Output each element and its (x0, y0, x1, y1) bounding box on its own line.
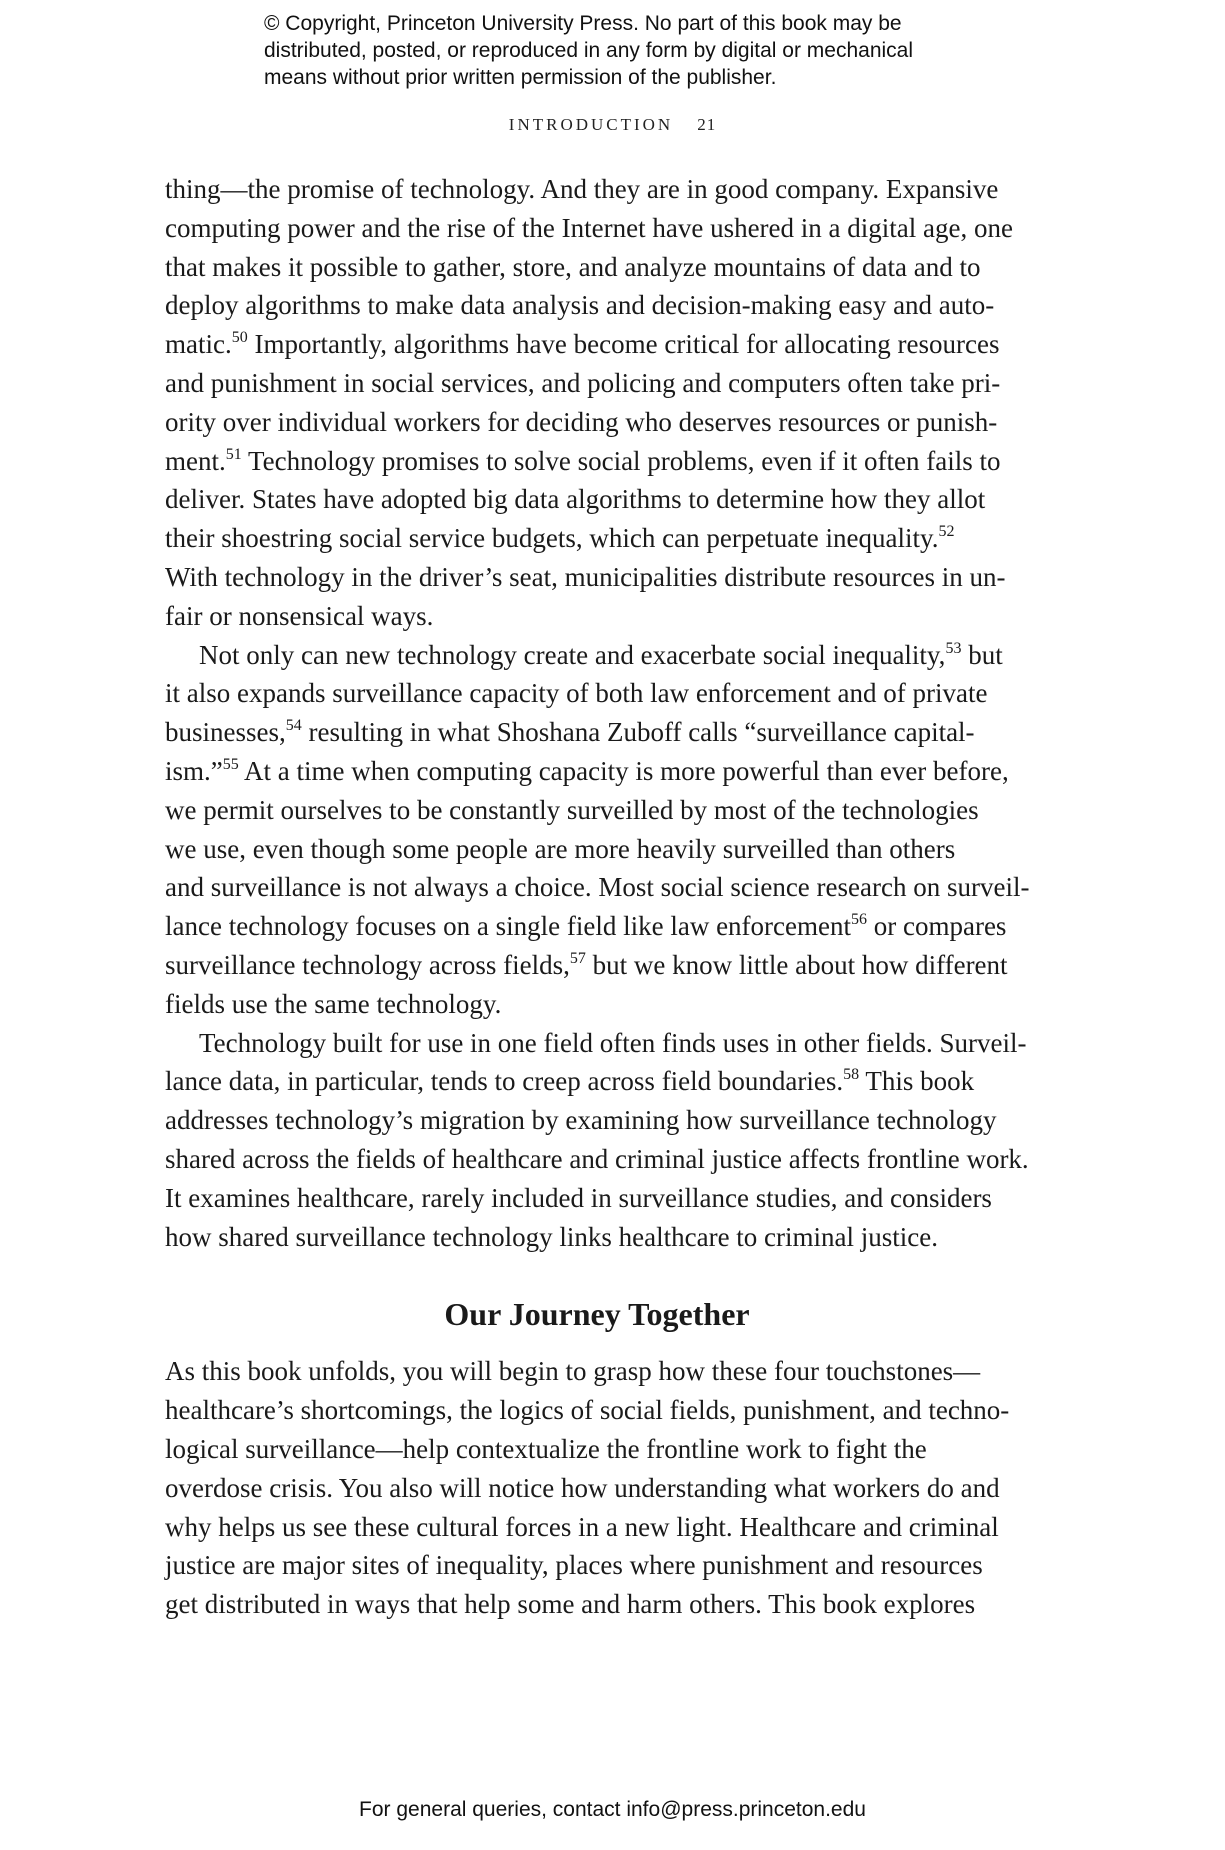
text-line: and punishment in social services, and policing and computers often take pri- (165, 367, 1001, 398)
text-line: we use, even though some people are more heavily surveilled than others (165, 833, 956, 864)
text-line: justice are major sites of inequality, places where punishment and resources (165, 1550, 983, 1581)
copyright-line: means without prior written permission of the publisher. (264, 66, 777, 89)
footnote-ref-50[interactable]: 50 (231, 329, 248, 347)
text-line (165, 713, 1029, 752)
text-segment: ism.” (165, 755, 223, 786)
text-line (165, 442, 1029, 481)
copyright-line: © Copyright, Princeton University Press. No part of this book may be (264, 12, 902, 35)
paragraph-2 (165, 636, 1029, 1024)
text-line (165, 907, 1029, 946)
text-line: fields use the same technology. (165, 988, 502, 1019)
text-segment: Technology promises to solve social problems, even if it often fails to (241, 445, 1001, 476)
text-segment: but (961, 639, 1003, 670)
text-line (165, 1062, 1029, 1101)
running-head-title: INTRODUCTION (508, 115, 674, 134)
text-line: we permit ourselves to be constantly surveilled by most of the technologies (165, 794, 979, 825)
text-segment: At a time when computing capacity is more powerful than ever before, (238, 755, 1009, 786)
text-segment: their shoestring social service budgets, which can perpetuate inequality. (165, 523, 939, 554)
paragraph-1 (165, 170, 1029, 636)
text-segment: ment. (165, 445, 226, 476)
text-line: fair or nonsensical ways. (165, 600, 434, 631)
text-line: and surveillance is not always a choice. Most social science research on surveil- (165, 872, 1030, 903)
text-line: overdose crisis. You also will notice how understanding what workers do and (165, 1472, 1000, 1503)
footnote-ref-51[interactable]: 51 (225, 445, 242, 463)
text-line: why helps us see these cultural forces in a new light. Healthcare and criminal (165, 1511, 999, 1542)
page-number: 21 (697, 115, 717, 134)
copyright-line: distributed, posted, or reproduced in any form by digital or mechanical (264, 39, 914, 62)
footnote-ref-52[interactable]: 52 (938, 523, 955, 541)
text-segment: Importantly, algorithms have become critical for allocating resources (247, 329, 1000, 360)
footnote-ref-54[interactable]: 54 (285, 717, 302, 735)
text-segment: matic. (165, 329, 232, 360)
text-line: healthcare’s shortcomings, the logics of social fields, punishment, and techno- (165, 1395, 1010, 1426)
body-text (165, 170, 1029, 1624)
text-line: how shared surveillance technology links healthcare to criminal justice. (165, 1221, 938, 1252)
paragraph-4 (165, 1352, 1029, 1624)
footer-contact: For general queries, contact info@press.princeton.edu (359, 1798, 866, 1821)
text-line: As this book unfolds, you will begin to grasp how these four touchstones— (165, 1356, 981, 1387)
text-line: that makes it possible to gather, store, and analyze mountains of data and to (165, 251, 981, 282)
text-segment: Not only can new technology create and exacerbate social inequality, (199, 639, 946, 670)
text-segment: businesses, (165, 717, 286, 748)
text-line: ority over individual workers for deciding who deserves resources or punish- (165, 406, 998, 437)
text-segment: lance data, in particular, tends to creep across field boundaries. (165, 1066, 844, 1097)
text-segment: lance technology focuses on a single field like law enforcement (165, 911, 851, 942)
text-line: it also expands surveillance capacity of both law enforcement and of private (165, 678, 988, 709)
running-head (0, 115, 1225, 135)
text-segment: but we know little about how different (585, 949, 1008, 980)
paragraph-3 (165, 1024, 1029, 1257)
text-line (165, 325, 1029, 364)
text-line: get distributed in ways that help some and harm others. This book explores (165, 1589, 976, 1620)
text-line: With technology in the driver’s seat, municipalities distribute resources in un- (165, 561, 1006, 592)
text-line: logical surveillance—help contextualize the frontline work to fight the (165, 1433, 927, 1464)
copyright-notice (264, 10, 1024, 91)
text-line (165, 946, 1029, 985)
footnote-ref-57[interactable]: 57 (569, 949, 586, 967)
text-line: Technology built for use in one field often finds uses in other fields. Surveil- (199, 1027, 1027, 1058)
footnote-ref-53[interactable]: 53 (945, 639, 962, 657)
text-line: addresses technology’s migration by examining how surveillance technology (165, 1105, 997, 1136)
text-line (165, 519, 1029, 558)
section-heading: Our Journey Together (444, 1296, 750, 1333)
text-line (165, 752, 1029, 791)
text-segment: or compares (867, 911, 1007, 942)
text-line: It examines healthcare, rarely included in surveillance studies, and considers (165, 1182, 992, 1213)
footnote-ref-56[interactable]: 56 (851, 911, 867, 929)
text-line: deploy algorithms to make data analysis and decision-making easy and auto- (165, 290, 995, 321)
footnote-ref-58[interactable]: 58 (843, 1066, 860, 1084)
text-segment: This book (859, 1066, 975, 1097)
text-line (165, 636, 1029, 675)
text-line: shared across the fields of healthcare and criminal justice affects frontline work. (165, 1143, 1029, 1174)
footnote-ref-55[interactable]: 55 (222, 755, 239, 773)
text-line: thing—the promise of technology. And they are in good company. Expansive (165, 174, 999, 204)
text-line: deliver. States have adopted big data algorithms to determine how they allot (165, 484, 986, 515)
text-segment: surveillance technology across fields, (165, 949, 570, 980)
text-line: computing power and the rise of the Internet have ushered in a digital age, one (165, 212, 1013, 243)
text-segment: resulting in what Shoshana Zuboff calls “surveillance capital- (301, 717, 975, 748)
